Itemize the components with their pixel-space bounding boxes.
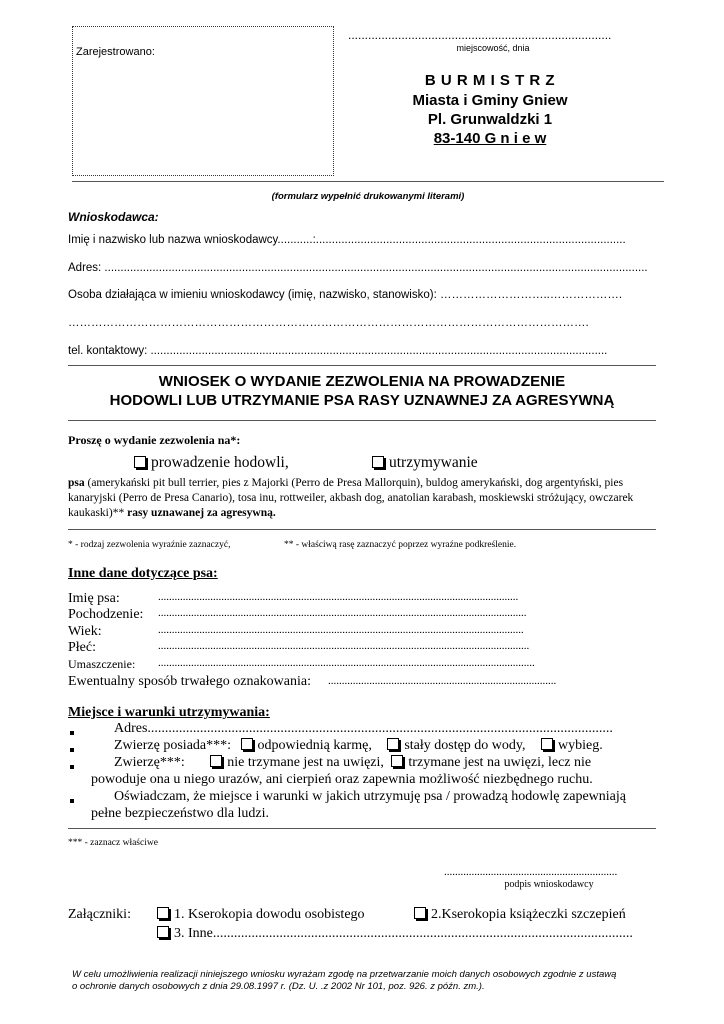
attachment-other[interactable] — [157, 926, 657, 942]
attachment-id-label: 1. Kserokopia dowodu osobistego — [174, 907, 365, 922]
applicant-heading: Wnioskodawca: — [68, 210, 159, 224]
option-water[interactable] — [387, 738, 525, 753]
option-not-tied-label: nie trzymane jest na uwięzi, — [227, 755, 384, 770]
dog-sex-label: Płeć: — [68, 640, 96, 655]
breeds-paragraph — [68, 476, 656, 521]
option-water-label: stały dostęp do wody, — [404, 738, 526, 753]
divider — [68, 365, 656, 366]
attachments-label: Załączniki: — [68, 907, 131, 922]
checkbox-icon[interactable] — [541, 738, 553, 750]
option-tied-label: trzymane jest na uwięzi, lecz nie — [408, 755, 592, 770]
checkbox-icon[interactable] — [372, 456, 384, 468]
option-keeping-label: utrzymywanie — [389, 454, 478, 471]
footnote-breed: ** - właściwą rasę zaznaczyć poprzez wyraźne podkreślenie. — [284, 540, 517, 550]
breeds-suffix: rasy uznawanej za agresywną. — [127, 507, 276, 519]
dog-age-label: Wiek: — [68, 624, 102, 639]
divider — [68, 828, 656, 829]
attachment-other-label: 3. Inne........................................................................................................................ — [174, 926, 633, 941]
attachment-id[interactable] — [157, 907, 365, 923]
recipient-title: B U R M I S T R Z — [424, 72, 556, 89]
dog-color-label: Umaszczenie: — [68, 657, 136, 671]
bullet-icon — [70, 799, 74, 803]
checkbox-icon[interactable] — [157, 907, 169, 919]
applicant-address-field[interactable]: Adres: .......................................................................................................................................................................... — [68, 262, 648, 274]
animal-has-row — [114, 738, 603, 754]
consent-line1: W celu umożliwienia realizacji niniejszego wniosku wyrażam zgodę na przetwarzanie moich danych osobowych zgodnie z ustawą — [72, 969, 617, 980]
footnote-choose: *** - zaznacz właściwe — [68, 838, 158, 848]
signature-label: podpis wnioskodawcy — [504, 879, 594, 890]
signature-field[interactable]: ............................................................... — [444, 866, 618, 878]
dog-origin-field[interactable]: ...................................................................................................................................... — [158, 607, 527, 619]
dog-name-field[interactable]: ................................................................................................................................... — [158, 591, 519, 603]
divider — [72, 181, 664, 182]
registered-label: Zarejestrowano: — [76, 46, 155, 58]
animal-has-label: Zwierzę posiada***: — [114, 738, 232, 753]
declaration-line1: Oświadczam, że miejsce i warunki w jakich utrzymuję psa / prowadzą hodowlę zapewniają — [114, 789, 626, 804]
bullet-icon — [70, 748, 74, 752]
bullet-icon — [70, 731, 74, 735]
animal-is-label: Zwierzę***: — [114, 755, 185, 770]
representative-field-line2[interactable]: ………………………………………………………………………………………………………………………. — [68, 317, 589, 329]
applicant-name-field[interactable]: Imię i nazwisko lub nazwa wnioskodawcy...........:................................................................................................. — [68, 234, 626, 246]
dog-sex-field[interactable]: ....................................................................................................................................... — [158, 640, 530, 652]
place-date-field[interactable]: ............................................................................... — [348, 28, 612, 42]
option-keeping[interactable] — [372, 454, 478, 472]
form-title-line2: HODOWLI LUB UTRZYMANIE PSA RASY UZNAWNEJ ZA AGRESYWNĄ — [109, 392, 615, 409]
option-breeding[interactable] — [134, 454, 289, 472]
option-run[interactable] — [541, 738, 603, 753]
request-label: Proszę o wydanie zezwolenia na*: — [68, 433, 241, 447]
consent-line2: o ochronie danych osobowych z dnia 29.08.1997 r. (Dz. U. .z 2002 Nr 101, poz. 926. z późn. zm.). — [72, 981, 485, 992]
place-date-label: miejscowość, dnia — [456, 43, 530, 53]
option-tied[interactable] — [391, 755, 591, 770]
recipient-office: Miasta i Gminy Gniew — [412, 92, 568, 109]
option-food[interactable] — [241, 738, 372, 753]
attachment-vaccination-label: 2.Kserokopia książeczki szczepień — [431, 907, 626, 922]
recipient-city: 83-140 G n i e w — [433, 130, 547, 147]
dog-name-label: Imię psa: — [68, 591, 120, 606]
phone-field[interactable]: tel. kontaktowy: ............................................................................................................................................... — [68, 345, 608, 357]
form-title-line1: WNIOSEK O WYDANIE ZEZWOLENIA NA PROWADZENIE — [158, 373, 566, 390]
instructions-note: (formularz wypełnić drukowanymi literami) — [271, 191, 465, 202]
attachment-vaccination[interactable] — [414, 907, 626, 923]
option-food-label: odpowiednią karmę, — [257, 738, 372, 753]
divider — [68, 420, 656, 421]
checkbox-icon[interactable] — [241, 738, 253, 750]
conditions-heading: Miejsce i warunki utrzymywania: — [68, 705, 270, 720]
bullet-icon — [70, 765, 74, 769]
dog-age-field[interactable]: ..................................................................................................................................... — [158, 624, 524, 636]
divider — [68, 529, 656, 530]
declaration-line2: pełne bezpieczeństwo dla ludzi. — [91, 806, 270, 821]
dog-origin-label: Pochodzenie: — [68, 607, 144, 622]
checkbox-icon[interactable] — [414, 907, 426, 919]
dog-data-heading: Inne dane dotyczące psa: — [68, 566, 218, 581]
footnote-type: * - rodzaj zezwolenia wyraźnie zaznaczyć, — [68, 540, 231, 550]
tied-continuation: powoduje ona u niego urazów, ani cierpień oraz zapewnia możliwość niezbędnego ruchu. — [91, 772, 593, 787]
checkbox-icon[interactable] — [134, 456, 146, 468]
dog-color-field[interactable]: ......................................................................................................................................... — [158, 657, 535, 669]
checkbox-icon[interactable] — [210, 755, 222, 767]
psa-word: psa — [68, 477, 85, 489]
option-breeding-label: prowadzenie hodowli, — [151, 454, 289, 471]
marking-field[interactable]: ................................................................................... — [328, 675, 557, 687]
option-run-label: wybieg. — [558, 738, 603, 753]
keeping-address-field[interactable]: Adres..................................................................................................................................... — [114, 721, 613, 736]
recipient-street: Pl. Grunwaldzki 1 — [427, 111, 553, 128]
animal-is-row — [114, 755, 656, 771]
checkbox-icon[interactable] — [157, 926, 169, 938]
representative-field[interactable]: Osoba działająca w imieniu wnioskodawcy (imię, nazwisko, stanowisko): ………………………..………………. — [68, 289, 623, 301]
checkbox-icon[interactable] — [391, 755, 403, 767]
option-not-tied[interactable] — [210, 755, 384, 770]
checkbox-icon[interactable] — [387, 738, 399, 750]
marking-label: Ewentualny sposób trwałego oznakowania: — [68, 674, 311, 689]
breeds-list[interactable]: (amerykański pit bull terrier, pies z Majorki (Perro de Presa Mallorquin), buldog amerykański, dog argentyński, pies kanaryjski (Perro de Presa Canario), tosa inu, rottweiler, akbash dog, anatolian karabash, moskiewski stróżujący, owczarek kaukaski)** — [68, 477, 634, 519]
